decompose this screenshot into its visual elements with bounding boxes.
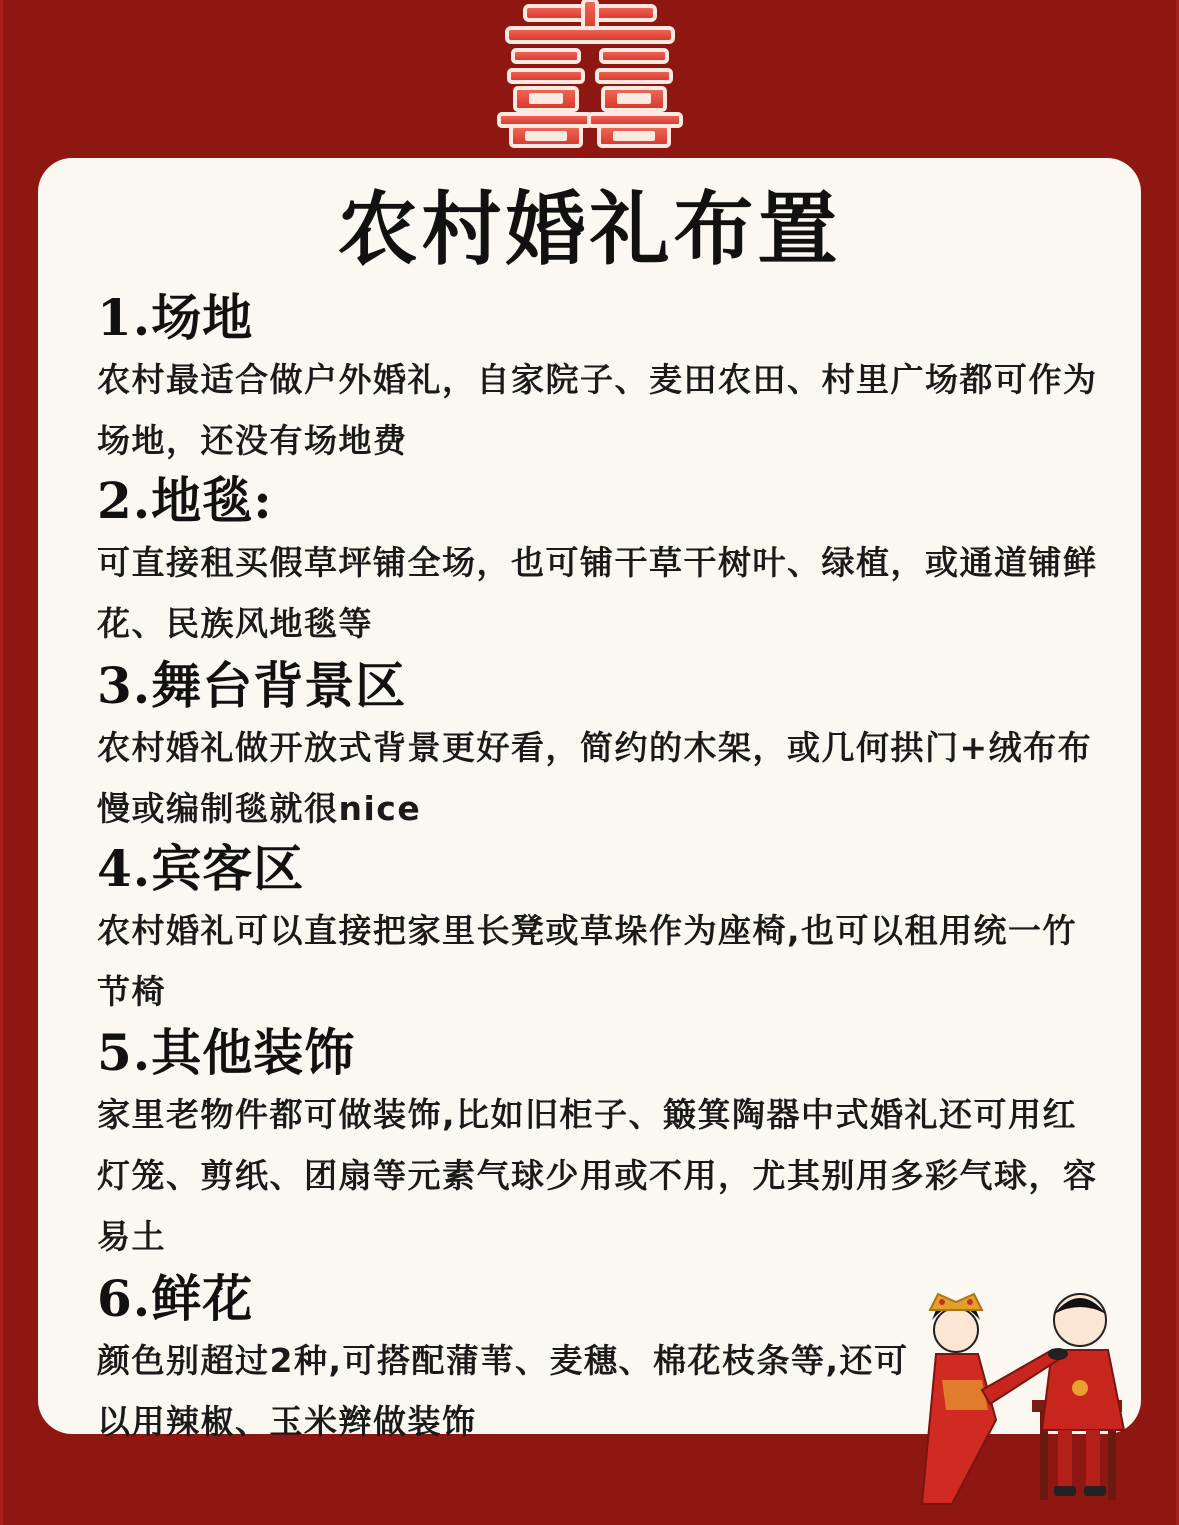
section-carpet <box>97 470 1107 654</box>
section-body: 可直接租买假草坪铺全场，也可铺干草干树叶、绿植，或通道铺鲜花、民族风地毯等 <box>97 543 1098 643</box>
section-venue <box>97 287 1107 471</box>
section-body: 农村婚礼做开放式背景更好看，简约的木架，或几何拱门+绒布布慢或编制毯就很nice <box>97 728 1093 828</box>
section-body: 颜色别超过2种,可搭配蒲苇、麦穗、棉花枝条等,还可以用辣椒、玉米辫做装饰 <box>97 1341 909 1441</box>
section-decor <box>97 1022 1107 1267</box>
section-heading: 4.宾客区 <box>97 839 305 898</box>
section-heading: 3.舞台背景区 <box>97 656 407 715</box>
section-heading: 1.场地 <box>97 288 254 347</box>
bride-groom-illustration <box>912 1280 1152 1515</box>
section-body: 家里老物件都可做装饰,比如旧柜子、簸箕陶器中式婚礼还可用红灯笼、剪纸、团扇等元素气球少用或不用，尤其别用多彩气球，容易土 <box>97 1095 1098 1256</box>
section-flowers <box>97 1268 927 1452</box>
section-heading: 5.其他装饰 <box>97 1023 356 1082</box>
section-stage <box>97 655 1107 839</box>
double-happiness-icon <box>485 0 695 150</box>
section-heading: 6.鲜花 <box>97 1269 254 1328</box>
page-title: 农村婚礼布置 <box>337 183 842 276</box>
section-body: 农村婚礼可以直接把家里长凳或草垛作为座椅,也可以租用统一竹节椅 <box>97 911 1078 1011</box>
section-body: 农村最适合做户外婚礼，自家院子、麦田农田、村里广场都可作为场地，还没有场地费 <box>97 360 1098 460</box>
section-guests <box>97 838 1107 1022</box>
section-heading: 2.地毯: <box>97 471 273 530</box>
